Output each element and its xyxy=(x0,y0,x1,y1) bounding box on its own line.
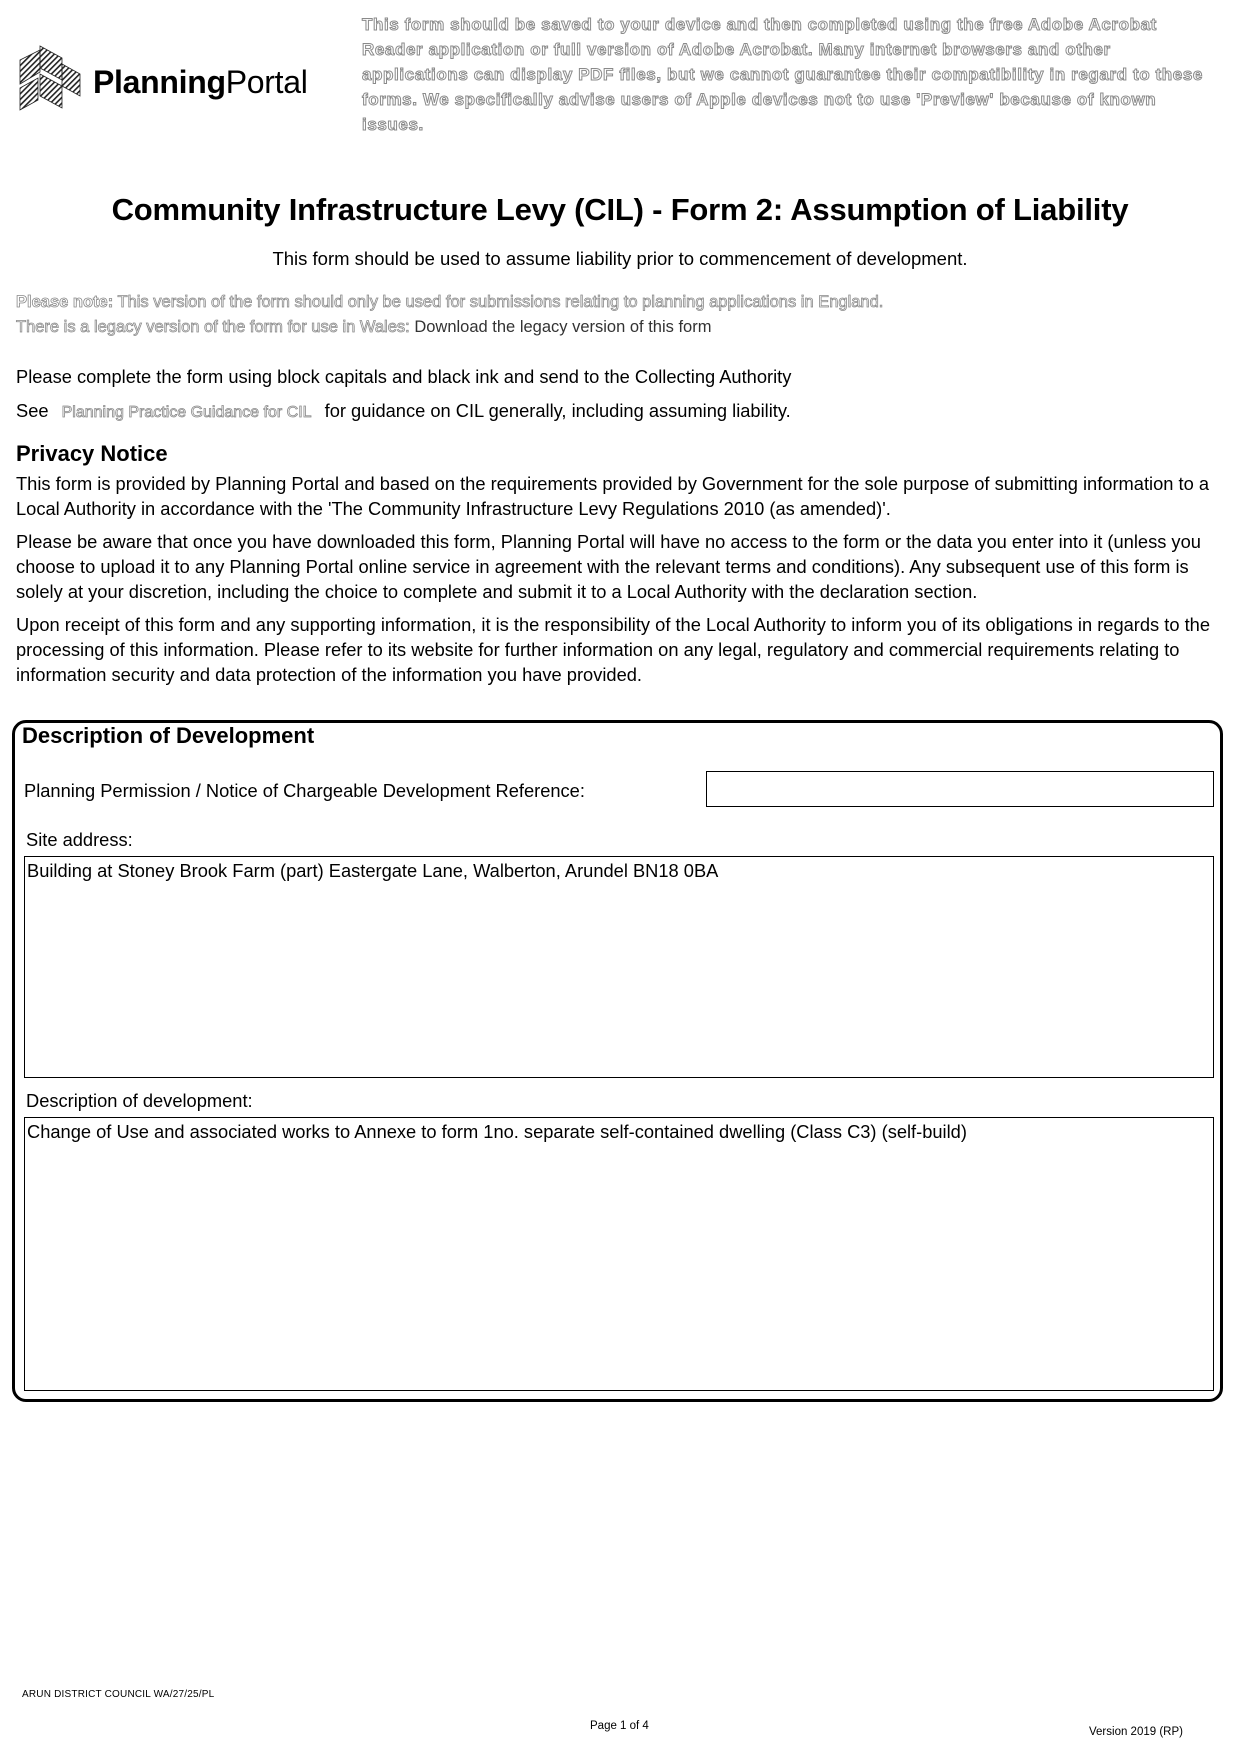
reference-label: Planning Permission / Notice of Chargeable Development Reference: xyxy=(24,780,585,801)
form-version: Version 2019 (RP) xyxy=(1089,1726,1183,1738)
logo-wordmark: PlanningPortal xyxy=(93,64,308,100)
see-label: See xyxy=(16,400,49,421)
privacy-paragraph-2: Please be aware that once you have downloaded this form, Planning Portal will have no access to the form or the data you enter into it (unless you choose to upload it to any Planning Portal online service in agreement with the relevant terms and conditions). Any subsequent use of this form is solely at your discretion, including the choice to complete and submit it to a Local Authority with the declaration section. xyxy=(16,531,1201,602)
cil-guidance-link[interactable]: Planning Practice Guidance for CIL xyxy=(61,404,312,421)
site-address-label: Site address: xyxy=(26,829,133,850)
please-note-line1: This version of the form should only be used for submissions relating to planning applications in England. xyxy=(117,293,884,311)
adobe-reader-notice: This form should be saved to your device and then completed using the free Adobe Acrobat Reader application or full version of Adobe Acrobat. Many internet browsers and other applications can display PDF files, but we cannot guarantee their compatibility in regard to these forms. We specifically advise users of Apple devices not to use 'Preview' because of known issues. xyxy=(362,15,1203,134)
please-note xyxy=(16,290,1216,340)
page-title: Community Infrastructure Levy (CIL) - Form 2: Assumption of Liability xyxy=(111,192,1129,227)
legacy-form-download-link[interactable]: Download the legacy version of this form xyxy=(414,318,712,336)
instructions-complete: Please complete the form using block capitals and black ink and send to the Collecting Authority xyxy=(16,366,792,387)
instructions-see xyxy=(16,398,1226,425)
planning-portal-logo-icon xyxy=(18,44,84,114)
please-note-label: Please note: xyxy=(16,293,114,311)
reference-input[interactable] xyxy=(706,771,1214,807)
privacy-paragraph-3: Upon receipt of this form and any supporting information, it is the responsibility of the Local Authority to inform you of its obligations in regards to the processing of this information. Please refer to its website for further information on any legal, regulatory and commercial requirements relating to information security and data protection of the information you have provided. xyxy=(16,614,1210,685)
council-reference: ARUN DISTRICT COUNCIL WA/27/25/PL xyxy=(22,1689,215,1700)
please-note-line2: There is a legacy version of the form for use in Wales: xyxy=(16,318,410,336)
section-title: Description of Development xyxy=(22,723,315,748)
page-subtitle: This form should be used to assume liability prior to commencement of development. xyxy=(272,248,968,269)
privacy-paragraph-1: This form is provided by Planning Portal and based on the requirements provided by Government for the sole purpose of submitting information to a Local Authority in accordance with the 'The Community Infrastructure Levy Regulations 2010 (as amended)'. xyxy=(16,473,1209,519)
description-field[interactable]: Change of Use and associated works to Annexe to form 1no. separate self-contained dwelling (Class C3) (self-build) xyxy=(24,1117,1214,1391)
planning-portal-logo xyxy=(18,44,308,114)
privacy-notice-heading: Privacy Notice xyxy=(16,441,168,466)
description-label: Description of development: xyxy=(26,1090,253,1111)
see-rest-text: for guidance on CIL generally, including assuming liability. xyxy=(324,400,791,421)
page-number: Page 1 of 4 xyxy=(590,1720,649,1732)
site-address-field[interactable]: Building at Stoney Brook Farm (part) Eastergate Lane, Walberton, Arundel BN18 0BA xyxy=(24,856,1214,1078)
